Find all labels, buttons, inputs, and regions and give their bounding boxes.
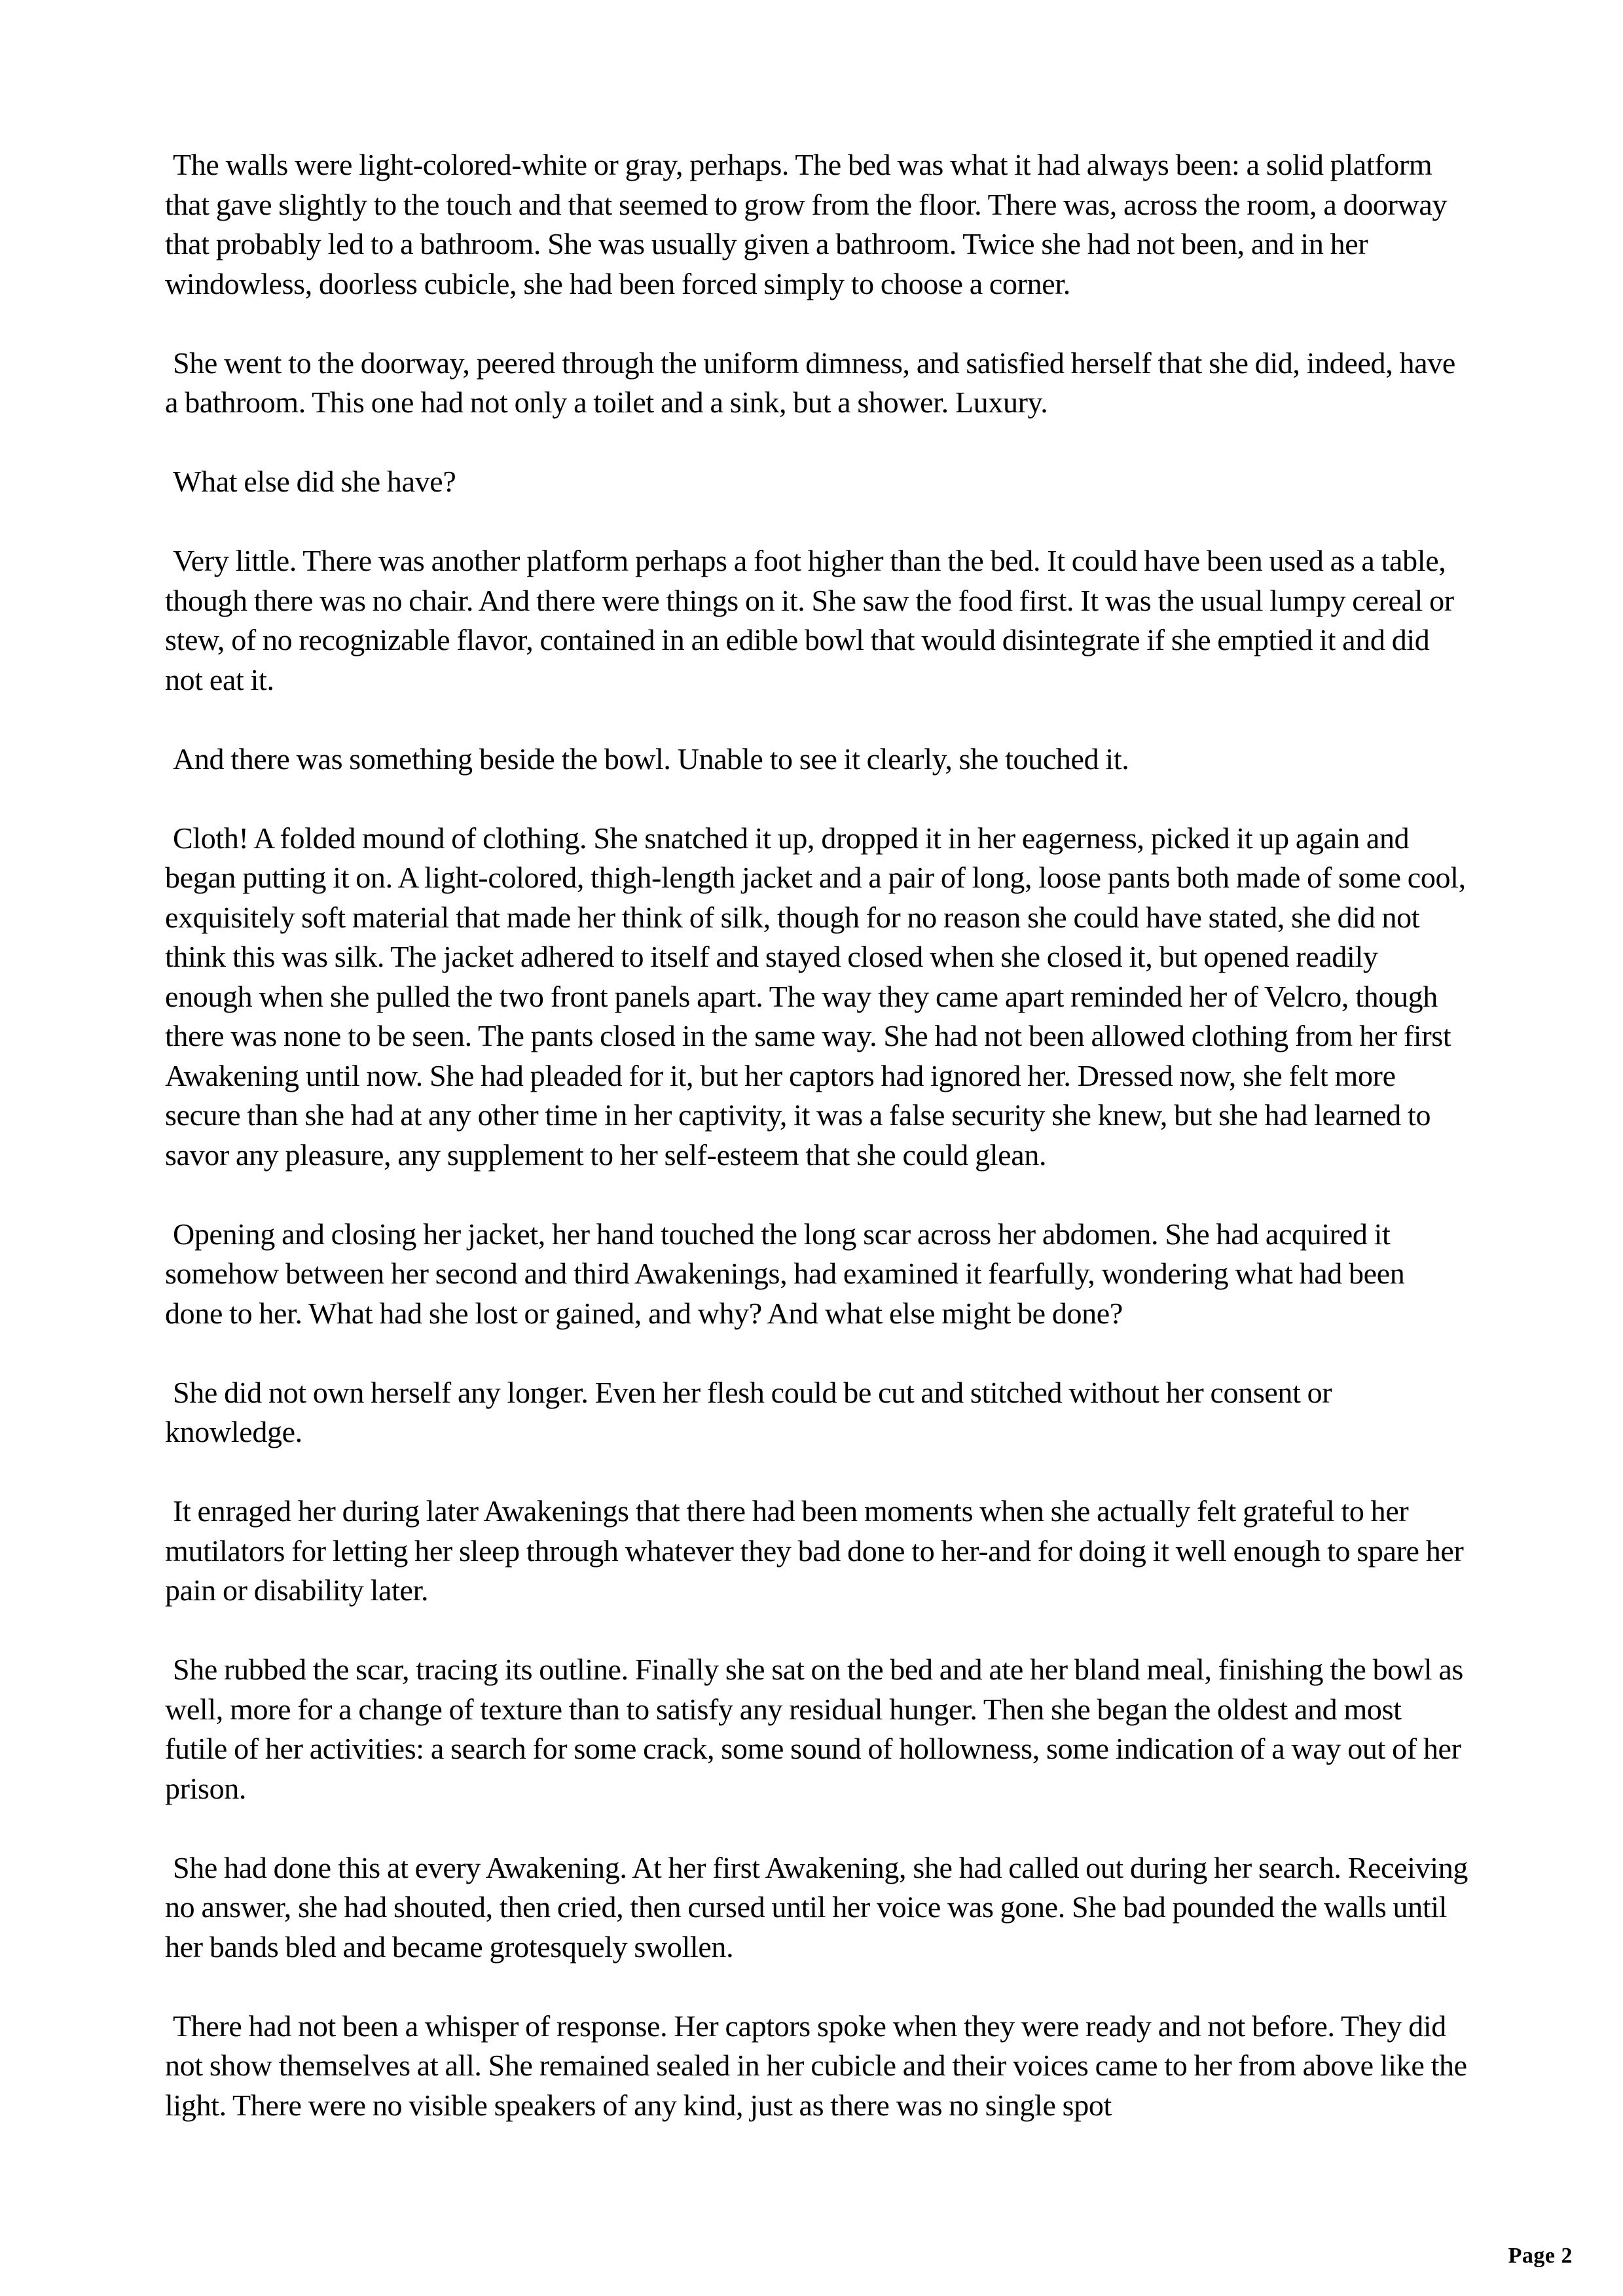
- paragraph-8: She did not own herself any longer. Even her flesh could be cut and stitched without her consent or knowledge.: [165, 1375, 1332, 1448]
- paragraph-5: And there was something beside the bowl. Unable to see it clearly, she touched it.: [173, 742, 1129, 776]
- paragraph-12: There had not been a whisper of response. Her captors spoke when they were ready and not before. They did not show themselves at all. She remained sealed in her cubicle and their voices came to her from above like the light. There were no visible speakers of any kind, just as there was no single spot: [165, 2009, 1467, 2122]
- paragraph-4: Very little. There was another platform perhaps a foot higher than the bed. It could have been used as a table, though there was no chair. And there were things on it. She saw the food first. It was the usual lumpy cereal or stew, of no recognizable flavor, contained in an edible bowl that would disintegrate if she emptied it and did not eat it.: [165, 544, 1454, 696]
- paragraph-2: She went to the doorway, peered through the uniform dimness, and satisfied herself that she did, indeed, have a bathroom. This one had not only a toilet and a sink, but a shower. Luxury.: [165, 346, 1455, 419]
- paragraph-1: The walls were light-colored-white or gray, perhaps. The bed was what it had always been: a solid platform that gave slightly to the touch and that seemed to grow from the floor. There was, across the room, a doorway that probably led to a bathroom. She was usually given a bathroom. Twice she had not been, and in her windowless, doorless cubicle, she had been forced simply to choose a corner.: [165, 148, 1448, 300]
- paragraph-7: Opening and closing her jacket, her hand touched the long scar across her abdomen. She had acquired it somehow between her second and third Awakenings, had examined it fearfully, wondering what had been done to her. What had she lost or gained, and why? And what else might be done?: [165, 1217, 1405, 1330]
- page-number: Page 2: [1508, 2244, 1573, 2268]
- paragraph-3: What else did she have?: [173, 465, 456, 498]
- paragraph-11: She had done this at every Awakening. At her first Awakening, she had called out during her search. Receiving no answer, she had shouted, then cried, then cursed until her voice was gone. She bad pounded the walls until her bands bled and became grotesquely swollen.: [165, 1850, 1468, 1964]
- paragraph-10: She rubbed the scar, tracing its outline. Finally she sat on the bed and ate her bland meal, finishing the bowl as well, more for a change of texture than to satisfy any residual hunger. Then she began the oldest and most futile of her activities: a search for some crack, some sound of hollowness, some indication of a way out of her prison.: [165, 1653, 1463, 1805]
- body-text: [165, 145, 1468, 2125]
- paragraph-9: It enraged her during later Awakenings that there had been moments when she actually felt grateful to her mutilators for letting her sleep through whatever they bad done to her-and for doing it well enough to spare her pain or disability later.: [165, 1494, 1464, 1607]
- paragraph-6: Cloth! A folded mound of clothing. She snatched it up, dropped it in her eagerness, picked it up again and began putting it on. A light-colored, thigh-length jacket and a pair of long, loose pants both made of some cool, exquisitely soft material that made her think of silk, though for no reason she could have stated, she did not think this was silk. The jacket adhered to itself and stayed closed when she closed it, but opened readily enough when she pulled the two front panels apart. The way they came apart reminded her of Velcro, though there was none to be seen. The pants closed in the same way. She had not been allowed clothing from her first Awakening until now. She had pleaded for it, but her captors had ignored her. Dressed now, she felt more secure than she had at any other time in her captivity, it was a false security she knew, but she had learned to savor any pleasure, any supplement to her self-esteem that she could glean.: [165, 821, 1466, 1172]
